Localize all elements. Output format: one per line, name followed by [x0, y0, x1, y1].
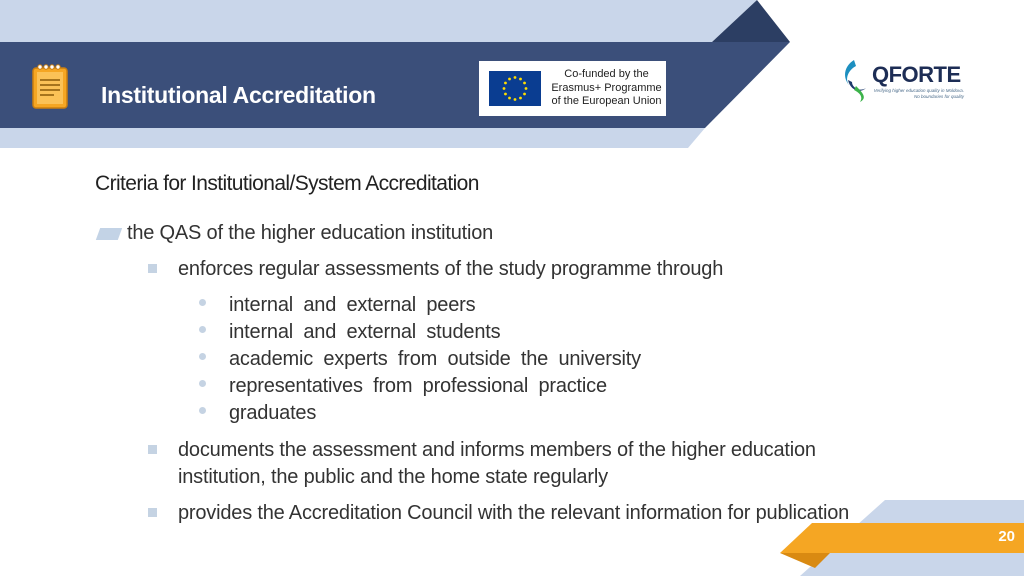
- eu-star-icon: [508, 78, 511, 81]
- sub-list-item: representatives from professional practice: [229, 375, 607, 397]
- list-item-enforces: enforces regular assessments of the study programme through: [178, 258, 724, 280]
- level1-bullet-icon: [96, 228, 122, 240]
- square-bullet-icon: [148, 508, 157, 517]
- dot-bullet-icon: [199, 299, 206, 306]
- dot-bullet-icon: [199, 407, 206, 414]
- eu-text-line: Co-funded by the: [564, 68, 649, 80]
- list-item-level1: the QAS of the higher education institution: [127, 222, 494, 244]
- document-icon: [30, 62, 70, 110]
- eu-star-icon: [519, 97, 522, 100]
- dot-bullet-icon: [199, 353, 206, 360]
- square-bullet-icon: [148, 445, 157, 454]
- eu-star-icon: [508, 97, 511, 100]
- eu-text-line: of the European Union: [551, 95, 662, 107]
- section-subtitle: Criteria for Institutional/System Accreditation: [95, 172, 479, 195]
- qforte-tagline: Verifying higher education quality in Moldova. No boundaries for quality: [873, 88, 964, 99]
- sub-list-item: internal and external students: [229, 321, 501, 343]
- dot-bullet-icon: [199, 326, 206, 333]
- eu-flag-icon: [489, 71, 541, 106]
- qforte-emblem-icon: [838, 58, 872, 102]
- top-light-band: [0, 0, 757, 42]
- sub-list-item: graduates: [229, 402, 317, 424]
- list-item-provides: provides the Accreditation Council with the relevant information for publication: [178, 502, 850, 524]
- square-bullet-icon: [148, 264, 157, 273]
- eu-star-icon: [514, 76, 517, 79]
- page-number: 20: [998, 528, 1015, 545]
- eu-star-icon: [503, 87, 506, 90]
- header-under-band: [0, 128, 705, 148]
- eu-text-line: Erasmus+ Programme: [551, 81, 662, 94]
- eu-star-icon: [514, 98, 517, 101]
- eu-star-icon: [523, 82, 526, 85]
- list-item-documents: documents the assessment and informs members of the higher education: [178, 439, 816, 461]
- list-item-documents-cont: institution, the public and the home state regularly: [178, 466, 608, 488]
- eu-star-icon: [504, 93, 507, 96]
- slide-title: Institutional Accreditation: [101, 82, 376, 108]
- qforte-name: QFORTE: [872, 62, 961, 87]
- eu-cofunded-logo: [479, 61, 666, 116]
- dot-bullet-icon: [199, 380, 206, 387]
- sub-list-item: academic experts from outside the university: [229, 348, 641, 370]
- sub-list-item: internal and external peers: [229, 294, 476, 316]
- eu-star-icon: [504, 82, 507, 85]
- eu-star-icon: [523, 93, 526, 96]
- eu-star-icon: [525, 87, 528, 90]
- eu-star-icon: [519, 78, 522, 81]
